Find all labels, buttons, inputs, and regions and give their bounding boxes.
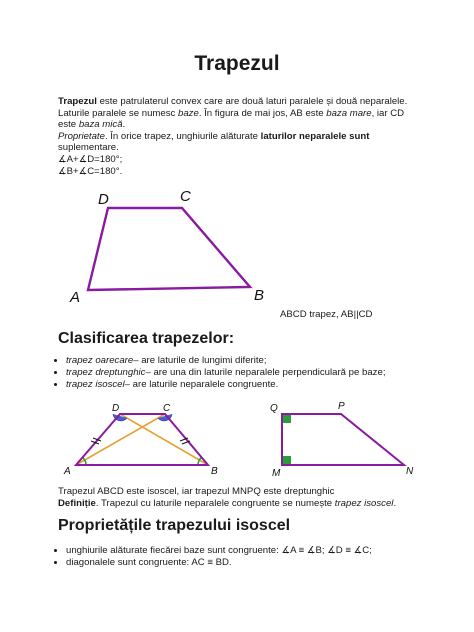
right-label-M: M — [272, 468, 281, 479]
intro-line3-a: este — [58, 119, 79, 131]
list-item — [66, 355, 456, 367]
list-item — [66, 379, 456, 391]
intro-large-base: baza mare — [326, 107, 372, 119]
figure2-caption-line1: Trapezul ABCD este isoscel, iar trapezul MNPQ este dreptunghic — [58, 486, 335, 497]
isosceles-trapezoid-figure — [63, 403, 218, 477]
angle-mark-A — [82, 457, 86, 465]
angle-mark-D — [113, 414, 127, 421]
iso-label-A: A — [64, 466, 71, 477]
item-term: trapez isoscel — [66, 378, 125, 390]
trapezoid-shape — [88, 208, 250, 290]
intro-small-base: baza mică — [78, 119, 123, 131]
intro-bases: baze — [178, 107, 199, 119]
iso-label-B: B — [211, 466, 218, 477]
property-label: Proprietate — [58, 130, 105, 142]
figure1-caption: ABCD trapez, AB||CD — [280, 309, 373, 320]
equation-1: ∡A+∡D=180 — [58, 153, 116, 165]
item-text: – are laturile neparalele congruente. — [124, 378, 279, 390]
page-title: Trapezul — [194, 52, 280, 75]
definition-text: . Trapezul cu laturile neparalele congruente se numește — [95, 497, 335, 509]
iso-label-C: C — [163, 403, 171, 414]
right-label-P: P — [338, 401, 345, 412]
item-text: – are laturile de lungimi diferite; — [133, 355, 267, 366]
equation-1-end: °; — [115, 153, 123, 165]
intro-term: Trapezul — [58, 96, 97, 107]
label-C: C — [180, 188, 191, 205]
equation-2: ∡B+∡C=180 — [58, 165, 116, 177]
tick-AD-1 — [91, 441, 99, 444]
right-trapezoid-shape — [282, 414, 404, 465]
property-text-c: suplementare. — [58, 142, 119, 154]
figure2-caption — [58, 486, 438, 510]
right-label-Q: Q — [270, 403, 278, 414]
property-text-a: . În orice trapez, unghiurile alăturate — [104, 130, 261, 142]
tick-AD-2 — [93, 438, 101, 441]
item-text: – are una din laturile neparalele perpendiculară pe baze; — [145, 366, 386, 378]
item-term: trapez dreptunghic — [66, 366, 146, 378]
right-angle-Q — [282, 414, 291, 423]
tick-BC-2 — [180, 438, 188, 441]
intro-paragraph — [58, 96, 428, 177]
classification-heading: Clasificarea trapezelor: — [58, 330, 235, 347]
iso-label-D: D — [112, 403, 120, 414]
definition-term: trapez isoscel — [334, 497, 394, 509]
diagonal-BD — [120, 414, 208, 465]
list-item: • diagonalele sunt congruente: AC ≡ BD. — [66, 557, 456, 569]
label-D: D — [98, 191, 109, 208]
item-term: trapez oarecare — [66, 355, 134, 366]
right-angle-M — [282, 456, 291, 465]
label-A: A — [70, 289, 81, 306]
diagonal-AC — [76, 414, 165, 465]
tick-BC-1 — [182, 441, 190, 444]
isosceles-trapezoid-shape — [76, 414, 208, 465]
property-text-b: laturilor neparalele sunt — [260, 130, 370, 142]
intro-line2-c: , iar CD — [371, 107, 405, 119]
list-item — [66, 367, 456, 379]
equation-2-end: °. — [115, 165, 123, 177]
properties-heading: Proprietățile trapezului isoscel — [58, 517, 291, 534]
classification-list — [40, 355, 456, 390]
right-trapezoid-figure — [270, 401, 414, 479]
intro-line2-a: Laturile paralele se numesc — [58, 107, 178, 119]
right-label-N: N — [406, 466, 414, 477]
properties-list — [40, 545, 456, 569]
intro-line3-b: . — [122, 119, 126, 131]
angle-mark-B — [198, 457, 202, 465]
definition-label: Definiție — [58, 497, 96, 509]
definition-end: . — [393, 497, 397, 509]
angle-mark-C — [158, 414, 172, 421]
label-B: B — [254, 287, 265, 304]
intro-line1: este patrulaterul convex care are două laturi paralele și două neparalele. — [96, 96, 408, 107]
list-item: • unghiurile alăturate fiecărei baze sunt congruente: ∡A ≡ ∡B; ∡D ≡ ∡C; — [66, 545, 456, 557]
intro-line2-b: . În figura de mai jos, AB este — [198, 107, 327, 119]
